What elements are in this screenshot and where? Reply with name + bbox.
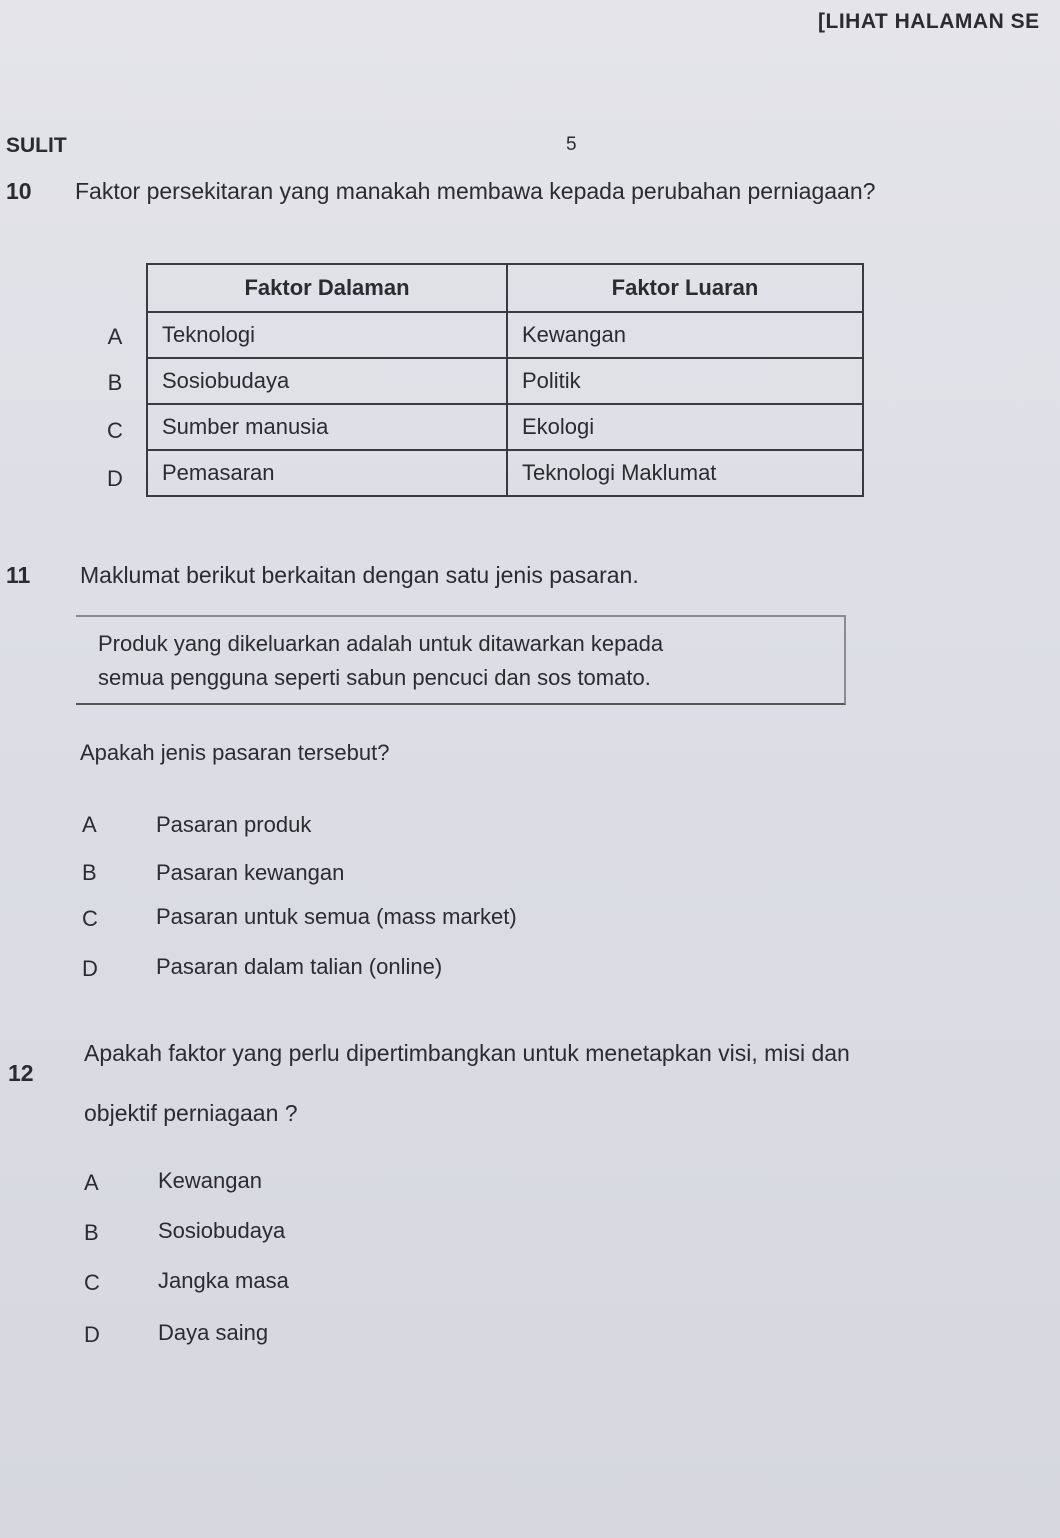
continue-notice: [LIHAT HALAMAN SE [818,10,1040,33]
q11-option-a-letter: A [82,812,97,837]
table-row [147,450,863,496]
q11-info-box [76,615,846,705]
cell-dalaman: Pemasaran [147,450,507,496]
cell-dalaman: Sumber manusia [147,404,507,450]
q11-option-c-text: Pasaran untuk semua (mass market) [156,904,517,929]
q12-option-d-letter: D [84,1322,100,1347]
q12-option-b-text: Sosiobudaya [158,1218,286,1243]
cell-luaran: Politik [507,358,863,404]
q10-row-label-d: D [107,466,123,491]
header-faktor-luaran: Faktor Luaran [507,264,863,312]
q12-option-c-text: Jangka masa [158,1268,289,1293]
q11-option-c-letter: C [82,906,98,931]
q12-option-a-text: Kewangan [158,1168,262,1193]
cell-luaran: Kewangan [507,312,863,358]
q10-row-label-a: A [107,324,123,349]
q12-number: 12 [8,1060,34,1086]
q12-option-d-text: Daya saing [158,1320,269,1345]
header-faktor-dalaman: Faktor Dalaman [147,264,507,312]
q11-number: 11 [6,562,31,588]
cell-dalaman: Sosiobudaya [147,358,507,404]
q12-option-c-letter: C [84,1270,100,1295]
q12-option-a-letter: A [84,1170,99,1195]
table-row [147,404,863,450]
q10-row-label-c: C [107,418,123,443]
cell-dalaman: Teknologi [147,312,507,358]
q11-option-a-text: Pasaran produk [156,812,312,837]
q10-factor-table [146,263,864,497]
table-row [147,358,863,404]
q11-text: Maklumat berikut berkaitan dengan satu jenis pasaran. [80,562,639,588]
q12-option-b-letter: B [84,1220,99,1245]
q11-question: Apakah jenis pasaran tersebut? [80,740,390,765]
cell-luaran: Ekologi [507,404,863,450]
table-header-row [147,264,863,312]
q10-number: 10 [6,178,32,204]
cell-luaran: Teknologi Maklumat [507,450,863,496]
table-row [147,312,863,358]
q10-row-label-b: B [107,370,123,395]
q11-option-b-text: Pasaran kewangan [156,860,345,885]
q11-box-line1: Produk yang dikeluarkan adalah untuk ditawarkan kepada [98,631,664,656]
q11-box-line2: semua pengguna seperti sabun pencuci dan sos tomato. [98,665,651,690]
q12-text-line1: Apakah faktor yang perlu dipertimbangkan untuk menetapkan visi, misi dan [84,1040,850,1066]
classification-label: SULIT [6,134,67,157]
page-number: 5 [566,134,577,155]
q11-option-d-text: Pasaran dalam talian (online) [156,954,443,979]
q12-text-line2: objektif perniagaan ? [84,1100,298,1126]
q11-option-b-letter: B [82,860,97,885]
q10-text: Faktor persekitaran yang manakah membawa kepada perubahan perniagaan? [75,178,876,204]
q11-option-d-letter: D [82,956,98,981]
